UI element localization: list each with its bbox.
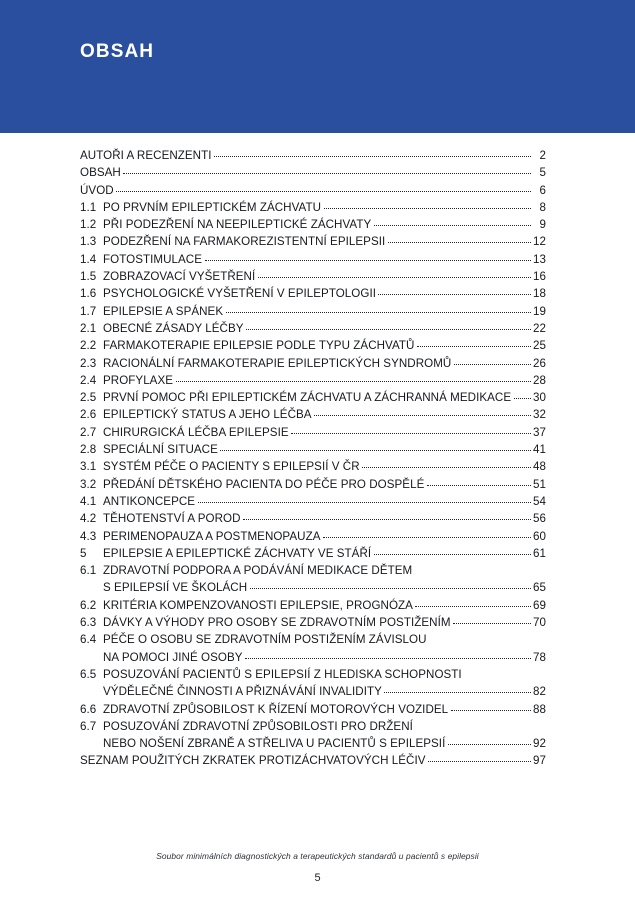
toc-entry-label: PO PRVNÍM EPILEPTICKÉM ZÁCHVATU <box>103 200 322 214</box>
toc-entry-label: AUTOŘI A RECENZENTI <box>80 149 212 162</box>
toc-entry[interactable] <box>80 216 546 233</box>
toc-entry-line <box>80 424 546 441</box>
toc-entry-label: PŘEDÁNÍ DĚTSKÉHO PACIENTA DO PÉČE PRO DOSPĚLÉ <box>103 477 425 491</box>
toc-entry-page-number: 18 <box>533 287 546 301</box>
toc-entry-page-number: 12 <box>533 235 546 249</box>
toc-entry[interactable] <box>80 372 546 389</box>
toc-entry[interactable] <box>80 545 546 562</box>
toc-entry[interactable] <box>80 251 546 268</box>
toc-entry-number: 2.2 <box>80 339 97 353</box>
toc-entry-page-number: 9 <box>539 218 546 232</box>
toc-entry-page-number: 88 <box>533 702 546 716</box>
toc-entry[interactable] <box>80 424 546 441</box>
toc-entry[interactable] <box>80 528 546 545</box>
toc-entry-label: FARMAKOTERAPIE EPILEPSIE PODLE TYPU ZÁCHVATŮ <box>103 339 415 353</box>
toc-entry-page-number: 54 <box>533 494 546 508</box>
toc-leader-dots <box>246 321 530 332</box>
toc-entry-page-number: 13 <box>533 252 546 266</box>
toc-entry-number: 2.3 <box>80 356 97 370</box>
toc-entry-label: PERIMENOPAUZA A POSTMENOPAUZA <box>103 529 321 543</box>
toc-entry[interactable] <box>80 614 546 631</box>
toc-leader-dots <box>250 580 531 591</box>
toc-entry-label: ÚVOD <box>80 183 114 197</box>
toc-leader-dots <box>448 736 531 747</box>
toc-entry-label: PŘI PODEZŘENÍ NA NEEPILEPTICKÉ ZÁCHVATY <box>103 218 372 232</box>
toc-entry-label: EPILEPSIE A SPÁNEK <box>103 304 224 318</box>
toc-entry-label: KRITÉRIA KOMPENZOVANOSTI EPILEPSIE, PROGNÓZA <box>103 598 413 612</box>
toc-entry-page-number: 92 <box>533 737 546 751</box>
toc-entry-page-number: 48 <box>533 460 546 474</box>
toc-entry-line <box>80 164 546 181</box>
toc-leader-dots <box>220 442 530 453</box>
toc-leader-dots <box>428 753 530 764</box>
toc-entry-line <box>80 372 546 389</box>
toc-entry[interactable] <box>80 666 546 701</box>
toc-entry-line <box>80 441 546 458</box>
toc-entry-page-number: 65 <box>533 581 546 595</box>
footer-page-number: 5 <box>314 872 321 884</box>
toc-entry-label: ZDRAVOTNÍ PODPORA A PODÁVÁNÍ MEDIKACE DĚTEM <box>103 564 413 578</box>
toc-entry-number: 6.2 <box>80 598 97 612</box>
toc-entry-label: RACIONÁLNÍ FARMAKOTERAPIE EPILEPTICKÝCH SYNDROMŮ <box>103 356 452 370</box>
toc-entry[interactable] <box>80 389 546 406</box>
toc-entry-label: ZDRAVOTNÍ ZPŮSOBILOST K ŘÍZENÍ MOTOROVÝCH VOZIDEL <box>103 702 449 716</box>
toc-entry-number: 1.7 <box>80 304 97 318</box>
toc-leader-dots <box>388 234 531 245</box>
toc-entry-page-number: 8 <box>539 200 546 214</box>
toc-entry[interactable] <box>80 701 546 718</box>
toc-entry-page-number: 51 <box>533 477 546 491</box>
toc-leader-dots <box>417 338 531 349</box>
toc-entry-label: DÁVKY A VÝHODY PRO OSOBY SE ZDRAVOTNÍM POSTIŽENÍM <box>103 616 451 630</box>
toc-entry[interactable] <box>80 597 546 614</box>
toc-entry-line <box>80 614 546 631</box>
toc-entry-number: 1.3 <box>80 235 97 249</box>
toc-entry[interactable] <box>80 268 546 285</box>
toc-entry[interactable] <box>80 320 546 337</box>
toc-entry-page-number: 41 <box>533 443 546 457</box>
toc-leader-dots <box>415 719 530 730</box>
toc-entry[interactable] <box>80 233 546 250</box>
toc-entry[interactable] <box>80 631 546 666</box>
toc-leader-dots <box>384 684 530 695</box>
toc-entry-page-number: 37 <box>533 425 546 439</box>
toc-entry-label: ZOBRAZOVACÍ VYŠETŘENÍ <box>103 270 256 284</box>
toc-leader-dots <box>314 407 530 418</box>
toc-entry-number: 4.3 <box>80 529 97 543</box>
toc-entry-line <box>80 182 546 199</box>
toc-entry[interactable] <box>80 337 546 354</box>
toc-entry-line <box>80 406 546 423</box>
toc-entry-line <box>80 493 546 510</box>
toc-leader-dots <box>226 304 531 315</box>
toc-entry-number: 4.2 <box>80 512 97 526</box>
toc-leader-dots <box>362 459 530 470</box>
toc-entry-line <box>80 597 546 614</box>
toc-entry-line <box>80 320 546 337</box>
toc-leader-dots <box>451 702 531 713</box>
toc-entry[interactable] <box>80 458 546 475</box>
toc-leader-dots <box>291 425 530 436</box>
toc-entry-label: SYSTÉM PÉČE O PACIENTY S EPILEPSIÍ V ČR <box>103 460 360 474</box>
toc-leader-dots <box>464 667 530 678</box>
toc-leader-dots <box>205 252 531 263</box>
toc-entry[interactable] <box>80 406 546 423</box>
toc-leader-dots <box>176 373 531 384</box>
footer-note: Soubor minimálních diagnostických a terapeutických standardů u pacientů s epilepsii <box>156 851 479 861</box>
toc-leader-dots <box>123 165 530 176</box>
toc-entry-label: PRVNÍ POMOC PŘI EPILEPTICKÉM ZÁCHVATU A ZÁCHRANNÁ MEDIKACE <box>103 391 512 405</box>
toc-entry-number: 2.7 <box>80 425 97 439</box>
toc-entry[interactable] <box>80 562 546 597</box>
toc-entry-number: 1.4 <box>80 252 97 266</box>
toc-entry-page-number: 6 <box>539 183 546 197</box>
toc-entry-number: 5 <box>80 546 87 560</box>
toc-entry[interactable] <box>80 355 546 372</box>
toc-entry-page-number: 32 <box>533 408 546 422</box>
toc-entry-label: FOTOSTIMULACE <box>103 252 202 266</box>
toc-entry-page-number: 25 <box>533 339 546 353</box>
toc-entry-line <box>80 216 546 233</box>
toc-leader-dots <box>258 269 531 280</box>
toc-entry-label: EPILEPTICKÝ STATUS A JEHO LÉČBA <box>103 408 312 422</box>
toc-entry[interactable] <box>80 752 546 769</box>
toc-entry-page-number: 60 <box>533 529 546 543</box>
toc-entry-line <box>80 337 546 354</box>
page-header-banner <box>0 0 635 133</box>
toc-entry-number: 2.1 <box>80 321 97 335</box>
toc-entry-number: 3.1 <box>80 460 97 474</box>
toc-entry-page-number: 26 <box>533 356 546 370</box>
toc-entry-label: OBSAH <box>80 166 121 180</box>
toc-entry-line <box>80 355 546 372</box>
toc-entry-number: 6.6 <box>80 702 97 716</box>
toc-leader-dots <box>415 598 530 609</box>
toc-leader-dots <box>116 183 530 194</box>
toc-leader-dots <box>514 390 531 401</box>
toc-entry-line <box>80 510 546 527</box>
toc-leader-dots <box>374 546 531 557</box>
toc-entry-number: 2.4 <box>80 373 97 387</box>
toc-entry[interactable] <box>80 510 546 527</box>
toc-leader-dots <box>378 286 530 297</box>
toc-entry[interactable] <box>80 493 546 510</box>
toc-entry[interactable] <box>80 182 546 199</box>
toc-leader-dots <box>415 563 531 574</box>
toc-entry-line <box>80 528 546 545</box>
toc-entry-line <box>80 649 546 666</box>
toc-entry-number: 6.5 <box>80 667 97 681</box>
toc-entry-line <box>80 251 546 268</box>
toc-entry-page-number: 30 <box>533 391 546 405</box>
toc-entry-number: 6.7 <box>80 719 97 733</box>
toc-entry-number: 6.3 <box>80 616 97 630</box>
toc-entry-line <box>80 285 546 302</box>
toc-entry-line <box>80 752 546 769</box>
toc-entry-line <box>80 476 546 493</box>
toc-entry-line <box>80 631 546 648</box>
toc-entry-page-number: 82 <box>533 685 546 699</box>
toc-entry-line <box>80 303 546 320</box>
toc-leader-dots <box>198 494 531 505</box>
toc-entry-page-number: 2 <box>539 149 546 162</box>
toc-entry-page-number: 56 <box>533 512 546 526</box>
toc-entry-page-number: 16 <box>533 270 546 284</box>
toc-leader-dots <box>214 148 530 159</box>
toc-entry-number: 1.5 <box>80 270 97 284</box>
toc-entry-label: PROFYLAXE <box>103 373 174 387</box>
toc-entry-page-number: 28 <box>533 373 546 387</box>
toc-entry-label: NEBO NOŠENÍ ZBRANĚ A STŘELIVA U PACIENTŮ S EPILEPSIÍ <box>103 737 446 751</box>
toc-leader-dots <box>324 200 531 211</box>
toc-entry-page-number: 19 <box>533 304 546 318</box>
toc-entry-label: EPILEPSIE A EPILEPTICKÉ ZÁCHVATY VE STÁŘÍ <box>103 546 372 560</box>
toc-entry[interactable] <box>80 441 546 458</box>
toc-entry-label: VÝDĚLEČNÉ ČINNOSTI A PŘIZNÁVÁNÍ INVALIDITY <box>103 685 382 699</box>
toc-entry-label: POSUZOVÁNÍ ZDRAVOTNÍ ZPŮSOBILOSTI PRO DRŽENÍ <box>103 719 413 733</box>
toc-entry-number: 1.1 <box>80 200 97 214</box>
toc-entry-number: 2.5 <box>80 391 97 405</box>
toc-entry-number: 6.4 <box>80 633 97 647</box>
toc-leader-dots <box>374 217 531 228</box>
toc-entry-number: 6.1 <box>80 564 97 578</box>
toc-entry-page-number: 22 <box>533 321 546 335</box>
toc-leader-dots <box>427 477 531 488</box>
toc-entry-line <box>80 545 546 562</box>
toc-entry[interactable] <box>80 476 546 493</box>
table-of-contents <box>80 147 546 770</box>
toc-entry-page-number: 97 <box>533 754 546 768</box>
toc-entry-number: 1.2 <box>80 218 97 232</box>
toc-leader-dots <box>245 650 530 661</box>
toc-entry-label: NA POMOCI JINÉ OSOBY <box>103 650 243 664</box>
toc-entry-line <box>80 268 546 285</box>
toc-entry-label: PSYCHOLOGICKÉ VYŠETŘENÍ V EPILEPTOLOGII <box>103 287 376 301</box>
toc-entry[interactable] <box>80 164 546 181</box>
toc-entry-line <box>80 562 546 579</box>
toc-entry-label: ANTIKONCEPCE <box>103 494 196 508</box>
toc-entry-page-number: 70 <box>533 616 546 630</box>
toc-entry[interactable] <box>80 285 546 302</box>
toc-entry-line <box>80 718 546 735</box>
toc-entry-number: 2.6 <box>80 408 97 422</box>
toc-leader-dots <box>243 511 530 522</box>
toc-entry-label: TĚHOTENSTVÍ A POROD <box>103 512 241 526</box>
toc-entry-page-number: 61 <box>533 546 546 560</box>
toc-entry-label: POSUZOVÁNÍ PACIENTŮ S EPILEPSIÍ Z HLEDISKA SCHOPNOSTI <box>103 667 462 681</box>
toc-entry-label: PODEZŘENÍ NA FARMAKOREZISTENTNÍ EPILEPSII <box>103 235 386 249</box>
toc-entry-line <box>80 579 546 596</box>
toc-entry-line <box>80 458 546 475</box>
page-title: OBSAH <box>80 41 155 62</box>
toc-leader-dots <box>453 615 530 626</box>
toc-entry-line <box>80 147 546 164</box>
toc-entry-label: SPECIÁLNÍ SITUACE <box>103 443 218 457</box>
toc-entry-page-number: 78 <box>533 650 546 664</box>
toc-entry-line <box>80 701 546 718</box>
toc-entry-label: SEZNAM POUŽITÝCH ZKRATEK PROTIZÁCHVATOVÝCH LÉČIV <box>80 754 426 768</box>
toc-entry-line <box>80 389 546 406</box>
toc-entry[interactable] <box>80 303 546 320</box>
toc-entry-label: PÉČE O OSOBU SE ZDRAVOTNÍM POSTIŽENÍM ZÁVISLOU <box>103 633 427 647</box>
toc-leader-dots <box>429 632 530 643</box>
toc-entry-label: S EPILEPSIÍ VE ŠKOLÁCH <box>103 581 248 595</box>
toc-entry-label: CHIRURGICKÁ LÉČBA EPILEPSIE <box>103 425 289 439</box>
toc-entry-number: 4.1 <box>80 494 97 508</box>
toc-entry-number: 1.6 <box>80 287 97 301</box>
toc-entry-line <box>80 233 546 250</box>
toc-leader-dots <box>454 356 531 367</box>
toc-entry-number: 3.2 <box>80 477 97 491</box>
toc-entry-line <box>80 666 546 683</box>
toc-entry[interactable] <box>80 718 546 753</box>
toc-entry-label: OBECNÉ ZÁSADY LÉČBY <box>103 321 244 335</box>
toc-entry[interactable] <box>80 199 546 216</box>
toc-entry-page-number: 5 <box>539 166 546 180</box>
toc-entry-page-number: 69 <box>533 598 546 612</box>
toc-leader-dots <box>323 529 531 540</box>
toc-entry-number: 2.8 <box>80 443 97 457</box>
toc-entry-line <box>80 199 546 216</box>
toc-entry-line <box>80 683 546 700</box>
toc-entry-line <box>80 735 546 752</box>
toc-entry[interactable] <box>80 147 546 164</box>
